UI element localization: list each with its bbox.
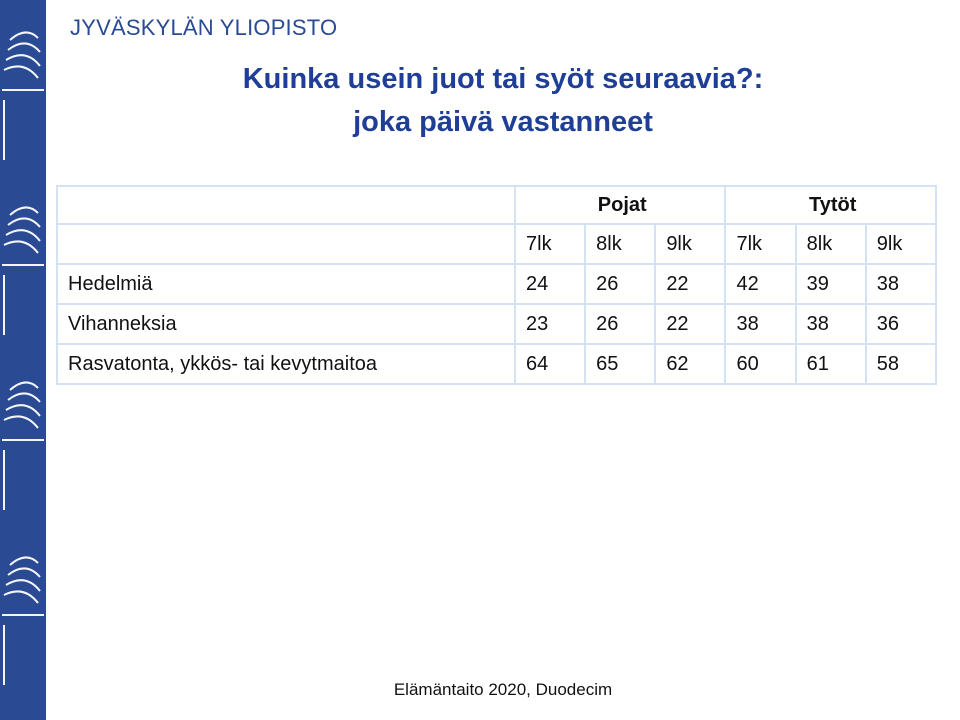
table-cell: 22 bbox=[655, 264, 725, 304]
grade-header: 7lk bbox=[725, 224, 795, 264]
table-cell: 26 bbox=[585, 264, 655, 304]
grade-header: 8lk bbox=[585, 224, 655, 264]
slide-title-line1: Kuinka usein juot tai syöt seuraavia?: bbox=[242, 63, 764, 95]
table-cell: 65 bbox=[585, 344, 655, 384]
table-row bbox=[57, 304, 936, 344]
group-header-boys: Pojat bbox=[515, 186, 725, 224]
table-cell: 26 bbox=[585, 304, 655, 344]
grade-header: 9lk bbox=[866, 224, 936, 264]
results-table bbox=[56, 185, 937, 385]
slide-title bbox=[46, 58, 960, 144]
university-emblem-icon bbox=[0, 0, 46, 720]
table-cell: 64 bbox=[515, 344, 585, 384]
slide-title-line2: joka päivä vastanneet bbox=[353, 106, 653, 138]
grade-header: 7lk bbox=[515, 224, 585, 264]
slide-footer: Elämäntaito 2020, Duodecim bbox=[393, 680, 613, 699]
row-label: Hedelmiä bbox=[57, 264, 515, 304]
table-cell: 58 bbox=[866, 344, 936, 384]
grade-header: 8lk bbox=[796, 224, 866, 264]
university-name: JYVÄSKYLÄN YLIOPISTO bbox=[70, 15, 338, 40]
table-row bbox=[57, 344, 936, 384]
table-row bbox=[57, 264, 936, 304]
row-label: Rasvatonta, ykkös- tai kevytmaitoa bbox=[57, 344, 515, 384]
table-cell: 36 bbox=[866, 304, 936, 344]
table-cell: 38 bbox=[725, 304, 795, 344]
table-cell: 60 bbox=[725, 344, 795, 384]
grade-header: 9lk bbox=[655, 224, 725, 264]
table-cell: 42 bbox=[725, 264, 795, 304]
table-corner-cell bbox=[57, 186, 515, 224]
table-cell: 39 bbox=[796, 264, 866, 304]
table-cell: 23 bbox=[515, 304, 585, 344]
table-cell: 24 bbox=[515, 264, 585, 304]
table-cell: 38 bbox=[796, 304, 866, 344]
table-corner-cell-2 bbox=[57, 224, 515, 264]
table-cell: 22 bbox=[655, 304, 725, 344]
row-label: Vihanneksia bbox=[57, 304, 515, 344]
group-header-girls: Tytöt bbox=[725, 186, 936, 224]
table-cell: 38 bbox=[866, 264, 936, 304]
table-header-grades bbox=[57, 224, 936, 264]
table-header-groups bbox=[57, 186, 936, 224]
side-logo-strip bbox=[0, 0, 46, 720]
table-cell: 61 bbox=[796, 344, 866, 384]
table-cell: 62 bbox=[655, 344, 725, 384]
